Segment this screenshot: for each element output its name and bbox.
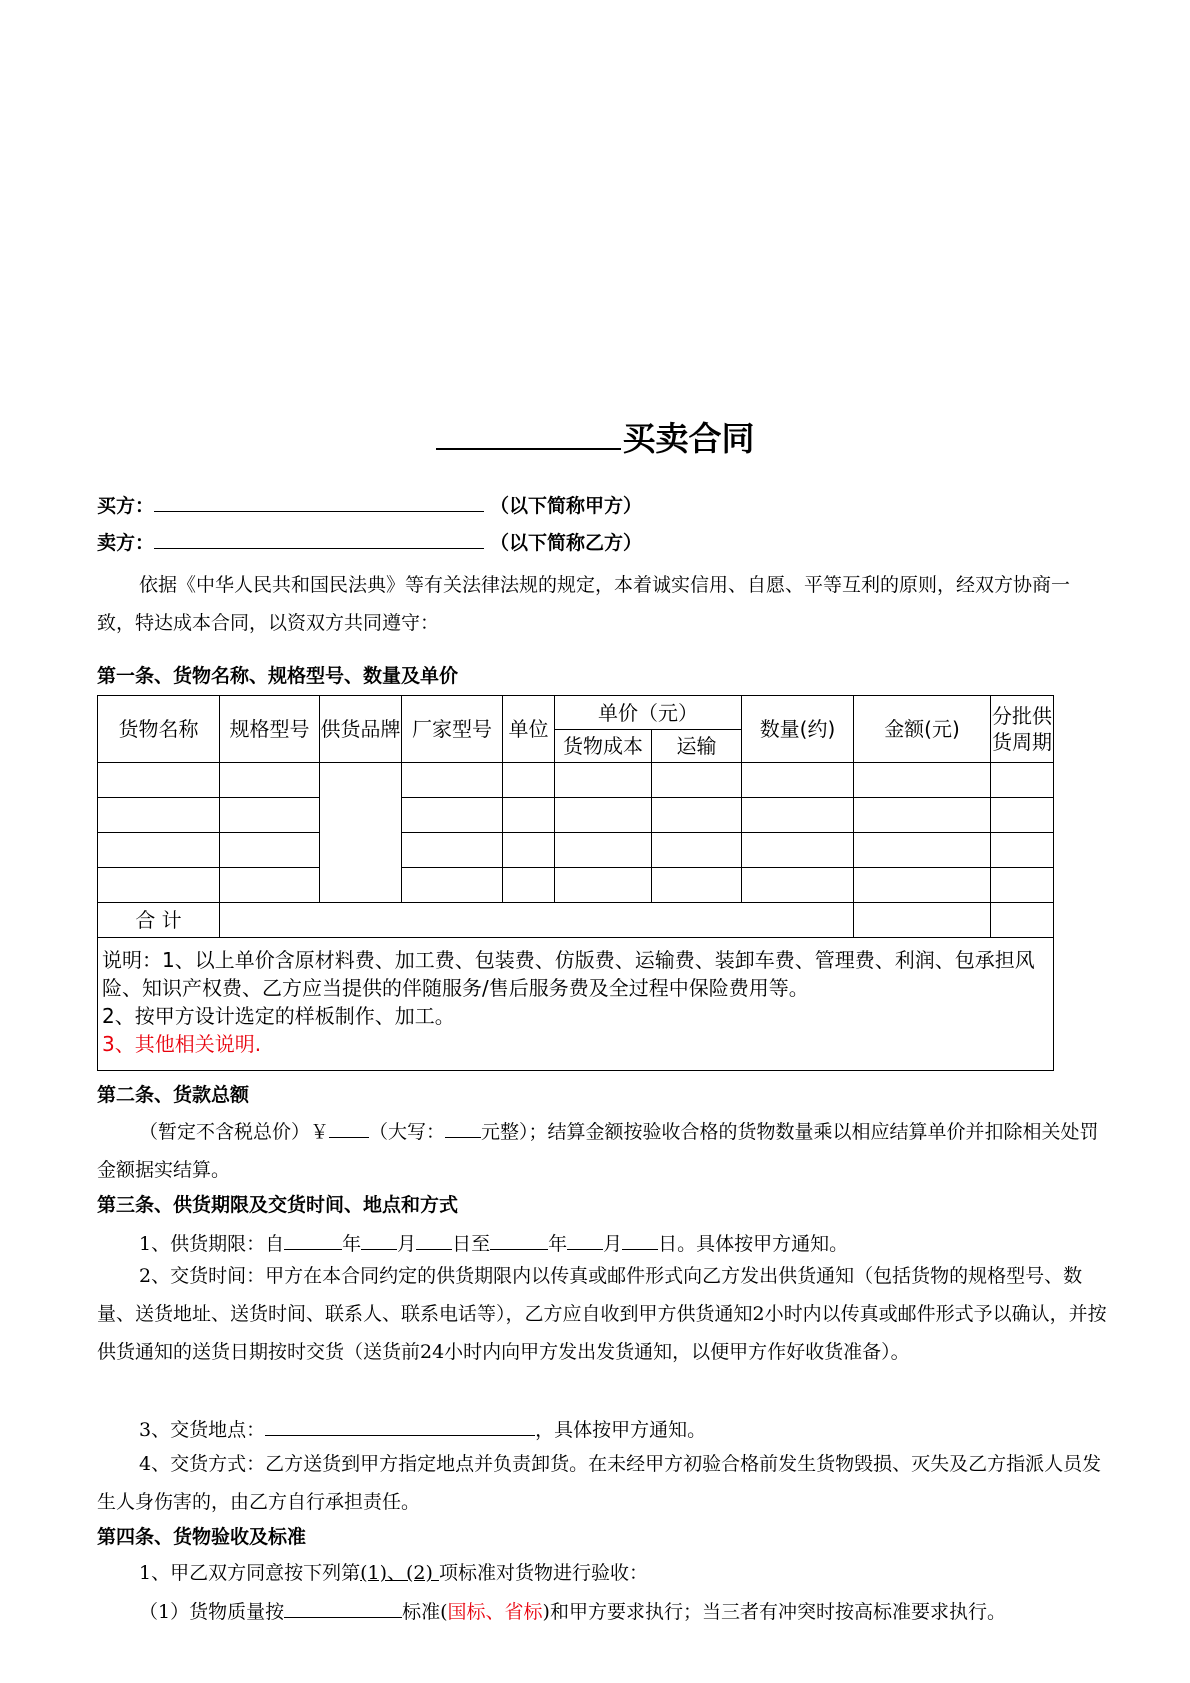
- goods-table: [97, 695, 1054, 1071]
- table-cell[interactable]: [991, 763, 1054, 798]
- note-prefix: 说明：: [102, 948, 162, 972]
- intro-paragraph: 依据《中华人民共和国民法典》等有关法律法规的规定，本着诚实信用、自愿、平等互利的原则，经双方协商一致，特达成本合同，以资双方共同遵守：: [97, 574, 1071, 634]
- note-item-2: 2、按甲方设计选定的样板制作、加工。: [102, 1004, 455, 1028]
- price-blank[interactable]: [329, 1117, 369, 1138]
- table-cell[interactable]: [402, 868, 503, 903]
- article1-heading: 第一条、货物名称、规格型号、数量及单价: [97, 665, 459, 687]
- header-unit: 单位: [503, 696, 555, 763]
- table-cell[interactable]: [98, 763, 220, 798]
- title-blank: [436, 418, 621, 450]
- table-cell[interactable]: [854, 833, 991, 868]
- header-spec: 规格型号: [220, 696, 320, 763]
- article2-heading: 第二条、货款总额: [97, 1084, 250, 1106]
- start-month-blank[interactable]: [361, 1229, 397, 1250]
- table-cell[interactable]: [555, 763, 652, 798]
- table-cell[interactable]: [555, 868, 652, 903]
- total-merged-cell[interactable]: [220, 903, 854, 938]
- header-brand: 供货品牌: [320, 696, 402, 763]
- table-cell[interactable]: [854, 868, 991, 903]
- article3-heading: 第三条、供货期限及交货时间、地点和方式: [97, 1194, 459, 1216]
- total-batch-cell[interactable]: [991, 903, 1054, 938]
- start-year-blank[interactable]: [284, 1229, 342, 1250]
- table-cell[interactable]: [402, 798, 503, 833]
- header-factory-model: 厂家型号: [402, 696, 503, 763]
- header-transport: 运输: [652, 730, 742, 763]
- quality-standard-blank[interactable]: [284, 1597, 402, 1618]
- header-batch: 分批供货周期: [991, 696, 1054, 763]
- contract-title: [0, 418, 1190, 459]
- selected-standards[interactable]: (1)、(2): [360, 1562, 439, 1584]
- article3-p3: 3、交货地点： ，具体按甲方通知。: [139, 1415, 706, 1442]
- article2-paragraph: （暂定不含税总价）￥ （大写： 元整）；结算金额按验收合格的货物数量乘以相应结算单价并扣除相关处罚金额据实结算。: [97, 1113, 1107, 1189]
- note-cell: [98, 938, 1054, 1071]
- article4-heading: 第四条、货物验收及标准: [97, 1526, 307, 1548]
- table-cell[interactable]: [854, 798, 991, 833]
- table-cell[interactable]: [98, 868, 220, 903]
- seller-line: 卖方： （以下简称乙方）: [97, 528, 642, 555]
- article3-p4: 4、交货方式：乙方送货到甲方指定地点并负责卸货。在未经甲方初验合格前发生货物毁损、灭失及乙方指派人员发生人身伤害的，由乙方自行承担责任。: [97, 1453, 1102, 1513]
- start-day-blank[interactable]: [416, 1229, 452, 1250]
- table-cell[interactable]: [652, 833, 742, 868]
- total-amount-cell[interactable]: [854, 903, 991, 938]
- header-unit-price: 单价（元）: [555, 696, 742, 730]
- table-cell[interactable]: [98, 833, 220, 868]
- table-cell[interactable]: [402, 833, 503, 868]
- buyer-blank[interactable]: [154, 491, 484, 512]
- end-month-blank[interactable]: [567, 1229, 603, 1250]
- table-cell[interactable]: [220, 868, 320, 903]
- article4-p1: 1、甲乙双方同意按下列第(1)、(2) 项标准对货物进行验收：: [139, 1562, 648, 1584]
- table-cell[interactable]: [503, 833, 555, 868]
- table-cell[interactable]: [742, 833, 854, 868]
- table-cell[interactable]: [652, 763, 742, 798]
- end-year-blank[interactable]: [490, 1229, 548, 1250]
- note-item-3: 3、其他相关说明.: [102, 1032, 262, 1056]
- delivery-place-blank[interactable]: [265, 1415, 535, 1436]
- table-cell[interactable]: [742, 868, 854, 903]
- table-cell[interactable]: [503, 798, 555, 833]
- note-item-1: 1、以上单价含原材料费、加工费、包装费、仿版费、运输费、装卸车费、管理费、利润、包承担风险、知识产权费、乙方应当提供的伴随服务/售后服务费及全过程中保险费用等。: [102, 948, 1035, 1000]
- buyer-line: 买方： （以下简称甲方）: [97, 491, 642, 518]
- total-label: 合 计: [98, 903, 220, 938]
- header-qty: 数量(约): [742, 696, 854, 763]
- table-cell[interactable]: [555, 833, 652, 868]
- price-words-blank[interactable]: [445, 1117, 481, 1138]
- table-cell[interactable]: [652, 868, 742, 903]
- table-cell[interactable]: [742, 763, 854, 798]
- table-cell[interactable]: [402, 763, 503, 798]
- title-text: 买卖合同: [622, 419, 755, 458]
- header-name: 货物名称: [98, 696, 220, 763]
- brand-merged-cell[interactable]: [320, 763, 402, 903]
- end-day-blank[interactable]: [622, 1229, 658, 1250]
- table-cell[interactable]: [220, 833, 320, 868]
- table-cell[interactable]: [991, 868, 1054, 903]
- header-amount: 金额(元): [854, 696, 991, 763]
- table-cell[interactable]: [991, 798, 1054, 833]
- table-cell[interactable]: [220, 798, 320, 833]
- article3-p2: 2、交货时间：甲方在本合同约定的供货期限内以传真或邮件形式向乙方发出供货通知（包括货物的规格型号、数量、送货地址、送货时间、联系人、联系电话等），乙方应自收到甲方供货通知2小时内以传真或邮件形式予以确认，并按供货通知的送货日期按时交货（送货前24小时内向甲方发出发货通知，以便甲方作好收货准备）。: [97, 1265, 1107, 1363]
- table-cell[interactable]: [503, 868, 555, 903]
- table-cell[interactable]: [98, 798, 220, 833]
- table-cell[interactable]: [991, 833, 1054, 868]
- header-cost: 货物成本: [555, 730, 652, 763]
- table-cell[interactable]: [220, 763, 320, 798]
- table-cell[interactable]: [854, 763, 991, 798]
- table-cell[interactable]: [652, 798, 742, 833]
- table-cell[interactable]: [503, 763, 555, 798]
- table-cell[interactable]: [742, 798, 854, 833]
- seller-blank[interactable]: [154, 528, 484, 549]
- article3-p1: 1、供货期限：自 年 月 日至 年 月 日。具体按甲方通知。: [139, 1229, 848, 1256]
- table-cell[interactable]: [555, 798, 652, 833]
- article4-p2: （1）货物质量按 标准(国标、省标)和甲方要求执行；当三者有冲突时按高标准要求执行。: [139, 1597, 1006, 1624]
